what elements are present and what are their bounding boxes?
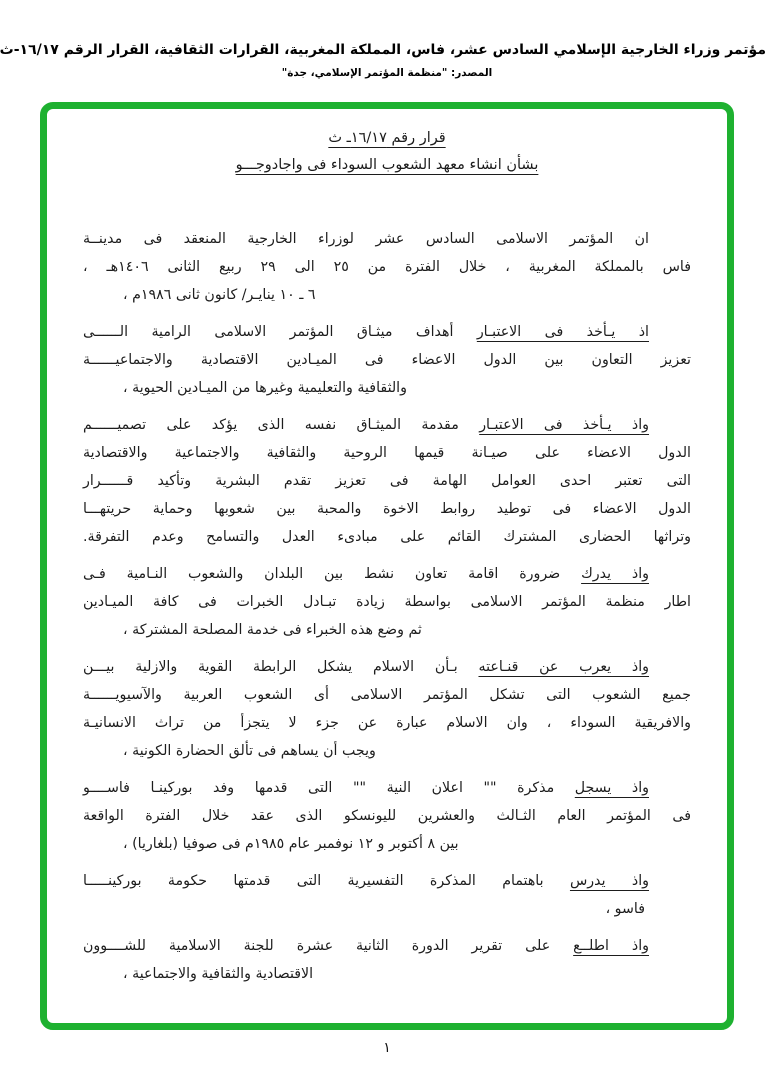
paragraph <box>83 318 691 402</box>
paragraph-line: الدول الاعضاء على صيـانة قيمها الروحية والثقافية والاجتماعية والاقتصادية <box>83 445 691 461</box>
document-body <box>47 109 727 988</box>
paragraph-line: فاس بالمملكة المغربية ، خلال الفترة من ٢٥ الى ٢٩ ربيع الثانى ١٤٠٦هـ ، <box>83 259 691 275</box>
underlined-lead: واذ يعرب عن قنـاعته <box>478 659 649 675</box>
paragraph-line: ويجب أن يساهم فى تألق الحضارة الكونية ، <box>123 743 376 759</box>
page-number: ١ <box>383 1040 391 1056</box>
header-title: مؤتمر وزراء الخارجية الإسلامي السادس عشر، فاس، المملكة المغربية، القرارات الثقافية، القرار الرقم ١٦/١٧-ث <box>0 42 766 58</box>
paragraph-line: ان المؤتمر الاسلامى السادس عشر لوزراء الخارجية المنعقد فى مدينــة <box>83 231 649 247</box>
paragraph-line: بين ٨ أكتوبر و ١٢ نوفمبر عام ١٩٨٥م فى صوفيا (بلغاريا) ، <box>123 836 459 852</box>
header-source: المصدر: "منظمة المؤتمر الإسلامي، جدة" <box>281 67 493 79</box>
paragraph-line: الاقتصادية والثقافية والاجتماعية ، <box>123 966 314 982</box>
decree-subject-line <box>83 152 691 179</box>
paragraph-line: والثقافية والتعليمية وغيرها من الميـادين الحيوية ، <box>123 380 407 396</box>
paragraph-line: واذ يعرب عن قنـاعته بـأن الاسلام يشكل الرابطة القوية والازلية بيـــن <box>83 659 649 675</box>
decree-subject-text: بشأن انشاء معهد الشعوب السوداء فى واجادوجـــو <box>235 157 539 173</box>
underlined-lead: واذ اطلــع <box>573 938 650 954</box>
paragraph-line: واذ يسجل مذكرة "" اعلان النية "" التى قدمها وفد بوركينـا فاســــو <box>83 780 649 796</box>
paragraph-line: ثم وضع هذه الخبراء فى خدمة المصلحة المشتركة ، <box>123 622 422 638</box>
paragraph <box>83 653 691 765</box>
paragraph <box>83 560 691 644</box>
underlined-lead: واذ يسجل <box>574 780 649 796</box>
paragraph <box>83 411 691 551</box>
paragraph-line: وتراثها الحضارى المشترك القائم على مبادىء العدل والتسامح وعدم التفرقة. <box>83 529 691 545</box>
paragraph-line: واذ يدرك ضرورة اقامة تعاون نشط بين البلدان والشعوب النـامية فـى <box>83 566 650 582</box>
paragraph-line: جميع الشعوب التى تشكل المؤتمر الاسلامى أى الشعوب العربية والآسيويــــــة <box>83 687 691 703</box>
paragraph-line: فى المؤتمر العام الثـالث والعشرين لليونسكو الذى عقد خلال الفترة الواقعة <box>83 808 691 824</box>
underlined-lead: واذ يدرس <box>569 873 650 889</box>
paragraph-line: اطار منظمة المؤتمر الاسلامى بواسطة زيادة تبـادل الخبرات فى كافة الميـادين <box>83 594 691 610</box>
paragraph-line: واذ اطلــع على تقرير الدورة الثانية عشرة للجنة الاسلامية للشــــوون <box>83 938 650 954</box>
decree-number-text: قرار رقم ١٦/١٧ـ ث <box>328 130 446 146</box>
paragraph-line: تعزيز التعاون بين الدول الاعضاء فى الميـادين الاقتصادية والاجتماعيــــــة <box>83 352 691 368</box>
underlined-lead: اذ يـأخذ فى الاعتبـار <box>476 324 649 340</box>
paragraph <box>83 867 691 923</box>
paragraph-line: واذ يدرس باهتمام المذكرة التفسيرية التى قدمتها حكومة بوركينـــــا <box>83 873 650 889</box>
decree-number-line <box>83 125 691 152</box>
scanned-document-frame <box>40 102 734 1030</box>
paragraph-line: فاسو ، <box>605 901 645 917</box>
paragraph-line: والافريقية السوداء ، وان الاسلام عبارة عن جزء لا يتجزأ من تراث الانسانيـة <box>83 715 691 731</box>
underlined-lead: واذ يـأخذ فى الاعتبـار <box>479 417 649 433</box>
paragraph-line: التى تعتبر احدى العوامل الهامة فى تعزيز تقدم البشرية وتأكيد قــــــرار <box>83 473 691 489</box>
paragraph-list <box>83 225 691 988</box>
document-title <box>83 125 691 179</box>
paragraph <box>83 932 691 988</box>
paragraph-line: ٦ ـ ١٠ ينايـر/ كانون ثانى ١٩٨٦م ، <box>123 287 316 303</box>
paragraph-line: الدول الاعضاء فى توطيد روابط الاخوة والمحبة بين شعوبها وحماية حريتهـــا <box>83 501 691 517</box>
paragraph <box>83 225 691 309</box>
paragraph <box>83 774 691 858</box>
underlined-lead: واذ يدرك <box>581 566 650 582</box>
paragraph-line: اذ يـأخذ فى الاعتبـار أهداف ميثـاق المؤتمر الاسلامى الرامية الــــــى <box>83 324 649 340</box>
paragraph-line: واذ يـأخذ فى الاعتبـار مقدمة الميثـاق نفسه الذى يؤكد على تصميــــــم <box>83 417 649 433</box>
document-header <box>0 42 766 79</box>
